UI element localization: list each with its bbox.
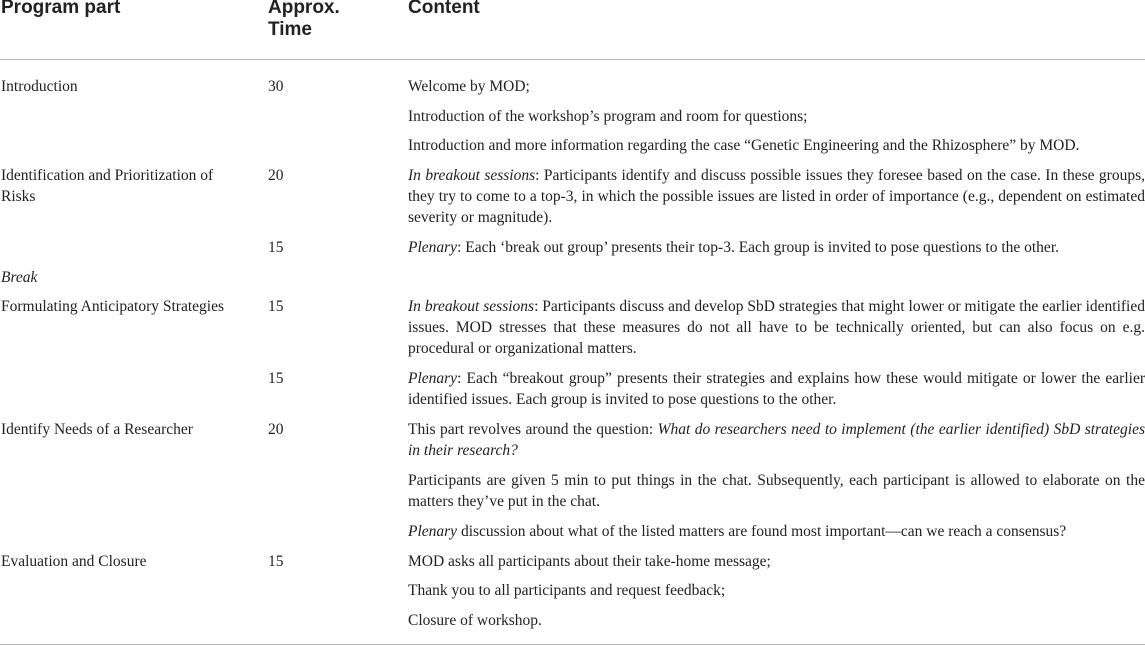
content-text: : Each ‘break out group’ presents their top-3. Each group is invited to pose questions to the other. [457, 239, 1059, 256]
column-header-time [268, 0, 340, 41]
content-text: : Each “breakout group” presents their strategies and explains how these would mitigate or lower the earlier identified issues. Each group is invited to pose questions to the other. [408, 370, 1145, 408]
content-line: MOD asks all participants about their take-home message; [408, 553, 771, 570]
content-question: What do researchers need to implement (the earlier identified) SbD strategies in their research? [408, 421, 1145, 459]
content-line: Thank you to all participants and request feedback; [408, 582, 726, 599]
content-paragraph [408, 419, 1145, 461]
content-text: : Participants discuss and develop SbD strategies that might lower or mitigate the earlier identified issues. MOD stresses that these measures do not all have to be technically oriented, but can also focus on e.g. procedural or organizational matters. [408, 298, 1145, 357]
content-label: Plenary [408, 370, 458, 387]
time-formulating: 15 [268, 298, 284, 315]
header-divider [0, 59, 1145, 60]
program-part-identification [1, 165, 213, 207]
column-header-program-part: Program part [1, 0, 121, 18]
program-part-break: Break [1, 269, 38, 286]
column-header-time-line1: Approx. [268, 0, 340, 18]
content-line: Closure of workshop. [408, 612, 542, 629]
program-part-formulating: Formulating Anticipatory Strategies [1, 298, 224, 315]
table-bottom-rule [0, 644, 1145, 645]
content-line: Introduction and more information regarding the case “Genetic Engineering and the Rhizosphere” by MOD. [408, 137, 1080, 154]
content-line: Introduction of the workshop’s program and room for questions; [408, 108, 808, 125]
content-text: : Participants identify and discuss possible issues they foresee based on the case. In these groups, they try to come to a top-3, in which the possible issues are listed in order of importance (e.g., dependent on estimated severity or magnitude). [408, 167, 1145, 226]
column-header-time-line2: Time [268, 19, 313, 40]
time-evaluation: 15 [268, 553, 284, 570]
content-paragraph [408, 368, 1145, 410]
content-label: In breakout sessions [408, 167, 536, 184]
content-paragraph: Participants are given 5 min to put things in the chat. Subsequently, each participant is allowed to elaborate on the matters they’ve put in the chat. [408, 472, 1145, 510]
column-header-content: Content [408, 0, 480, 18]
content-text: discussion about what of the listed matters are found most important—can we reach a consensus? [457, 523, 1067, 540]
time-plenary-2: 15 [268, 370, 284, 387]
content-label: Plenary [408, 239, 458, 256]
content-paragraph [408, 237, 1059, 258]
program-part-line: Identification and Prioritization of [1, 167, 214, 184]
content-line: Welcome by MOD; [408, 78, 530, 95]
time-identification: 20 [268, 167, 284, 184]
time-introduction: 30 [268, 78, 284, 95]
content-paragraph [408, 165, 1145, 228]
program-part-introduction: Introduction [1, 78, 78, 95]
program-part-identify-needs: Identify Needs of a Researcher [1, 421, 193, 438]
content-paragraph [408, 521, 1066, 542]
time-identify-needs: 20 [268, 421, 284, 438]
content-paragraph [408, 296, 1145, 359]
program-part-line: Risks [1, 188, 36, 205]
content-label: Plenary [408, 523, 458, 540]
time-plenary-1: 15 [268, 239, 284, 256]
content-text: This part revolves around the question: [408, 421, 658, 438]
program-part-evaluation: Evaluation and Closure [1, 553, 147, 570]
content-label: In breakout sessions [408, 298, 535, 315]
